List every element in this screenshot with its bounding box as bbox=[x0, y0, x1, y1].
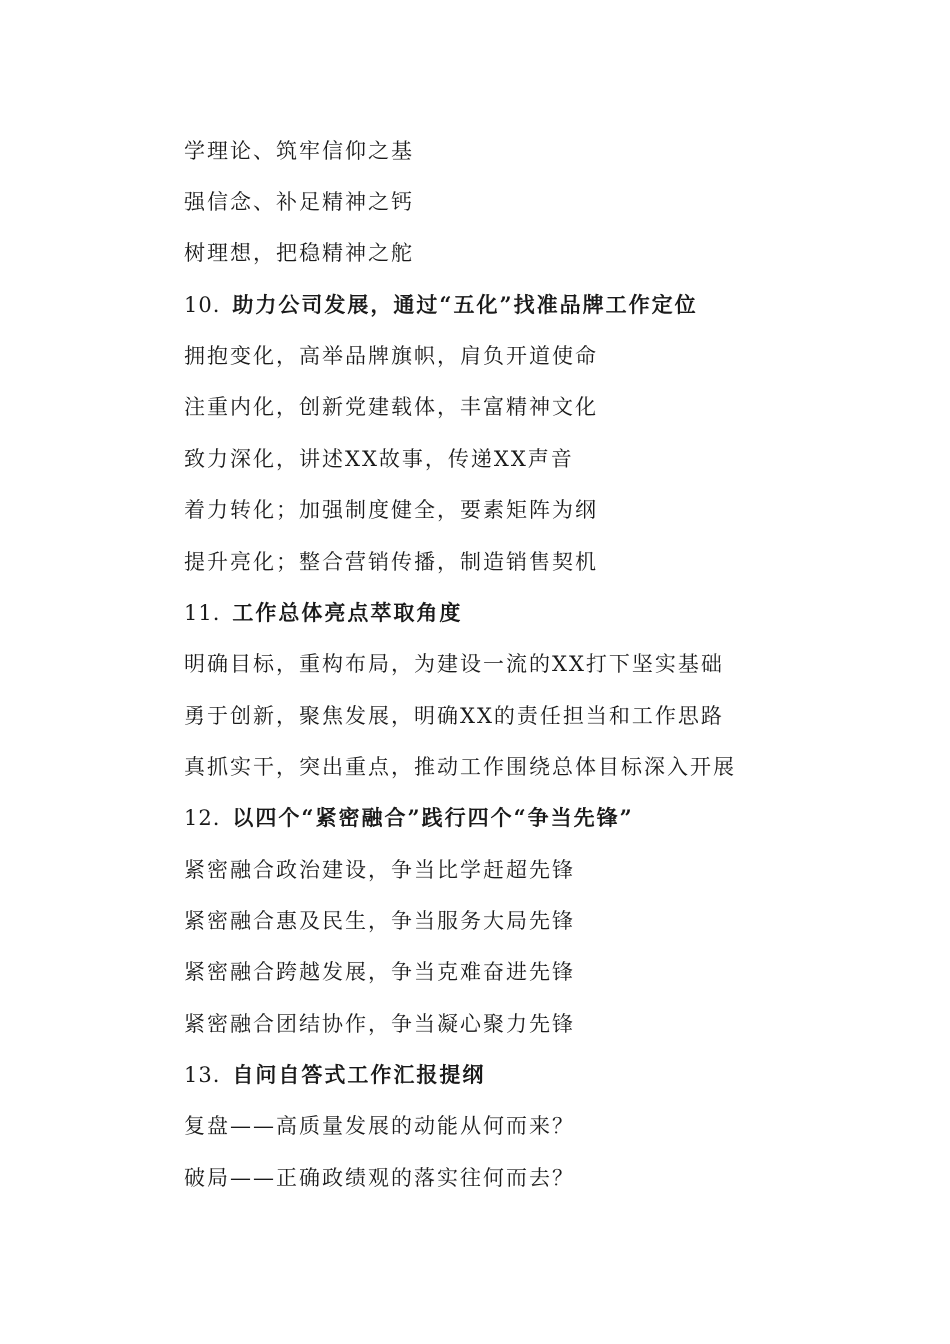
text-line: 致力深化，讲述XX故事，传递XX声音 bbox=[184, 447, 574, 471]
section-title: 助力公司发展，通过“五化”找准品牌工作定位 bbox=[232, 292, 698, 317]
text-line: 提升亮化；整合营销传播，制造销售契机 bbox=[184, 550, 598, 574]
text-line: 树理想，把稳精神之舵 bbox=[184, 241, 414, 265]
text-line: 学理论、筑牢信仰之基 bbox=[184, 139, 414, 163]
section-number: 10. bbox=[184, 293, 221, 317]
text-line: 勇于创新，聚焦发展，明确XX的责任担当和工作思路 bbox=[184, 704, 724, 728]
text-line: 紧密融合团结协作，争当凝心聚力先锋 bbox=[184, 1012, 575, 1036]
text-line: 拥抱变化，高举品牌旗帜，肩负开道使命 bbox=[184, 344, 598, 368]
text-line: 紧密融合惠及民生，争当服务大局先锋 bbox=[184, 909, 575, 933]
section-title: 自问自答式工作汇报提纲 bbox=[232, 1062, 486, 1087]
text-line: 复盘——高质量发展的动能从何而来？ bbox=[184, 1114, 575, 1138]
text-line: 紧密融合政治建设，争当比学赶超先锋 bbox=[184, 858, 575, 882]
section-heading bbox=[184, 599, 462, 627]
text-line: 明确目标，重构布局，为建设一流的XX打下坚实基础 bbox=[184, 652, 724, 676]
section-heading bbox=[184, 291, 698, 319]
section-number: 13. bbox=[184, 1063, 221, 1087]
text-line: 着力转化；加强制度健全，要素矩阵为纲 bbox=[184, 498, 598, 522]
section-heading bbox=[184, 1061, 485, 1089]
text-line: 真抓实干，突出重点，推动工作围绕总体目标深入开展 bbox=[184, 755, 736, 779]
text-line: 紧密融合跨越发展，争当克难奋进先锋 bbox=[184, 960, 575, 984]
section-title: 工作总体亮点萃取角度 bbox=[232, 600, 463, 625]
section-number: 11. bbox=[184, 601, 221, 625]
section-title: 以四个“紧密融合”践行四个“争当先锋” bbox=[232, 805, 634, 830]
text-line: 注重内化，创新党建载体，丰富精神文化 bbox=[184, 395, 598, 419]
text-line: 强信念、补足精神之钙 bbox=[184, 190, 414, 214]
section-heading bbox=[184, 804, 634, 832]
text-line: 破局——正确政绩观的落实往何而去？ bbox=[184, 1166, 575, 1190]
section-number: 12. bbox=[184, 806, 221, 830]
